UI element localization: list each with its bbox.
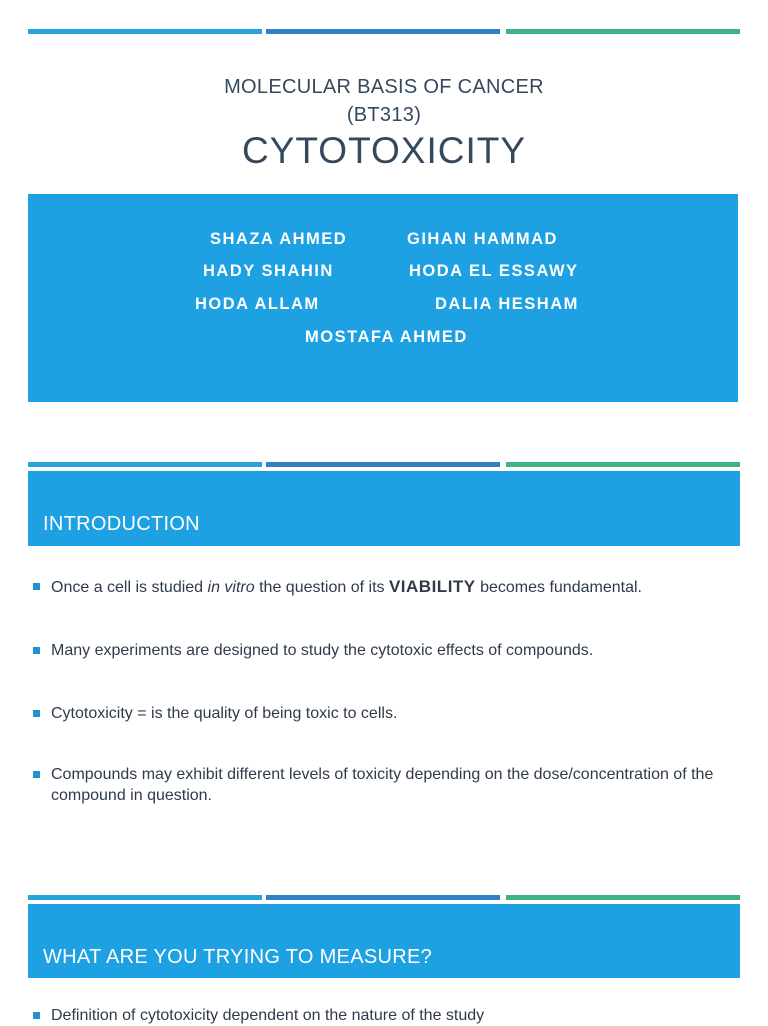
- author-name: DALIA HESHAM: [435, 295, 579, 313]
- course-name: MOLECULAR BASIS OF CANCER: [224, 76, 544, 98]
- stripe-mid: [266, 462, 500, 467]
- stripe-green: [506, 895, 740, 900]
- author-name: GIHAN HAMMAD: [407, 230, 558, 248]
- author-name: HODA EL ESSAWY: [409, 262, 579, 280]
- list-item: Cytotoxicity = is the quality of being toxic to cells.: [33, 703, 743, 724]
- measure-heading-bar: [28, 904, 740, 978]
- course-code: (BT313): [346, 104, 422, 126]
- bullet-square-icon: [33, 771, 40, 778]
- stripe-light: [28, 462, 262, 467]
- list-item: Many experiments are designed to study the cytotoxic effects of compounds.: [33, 640, 743, 661]
- stripe-green: [506, 462, 740, 467]
- list-item: Definition of cytotoxicity dependent on the nature of the study: [33, 1005, 743, 1026]
- top-stripe-green: [506, 29, 740, 34]
- authors-box: [28, 194, 738, 402]
- bullet-square-icon: [33, 1012, 40, 1019]
- top-stripe-mid: [266, 29, 500, 34]
- bullet-square-icon: [33, 583, 40, 590]
- section-heading: INTRODUCTION: [43, 513, 200, 535]
- author-name: HODA ALLAM: [195, 295, 320, 313]
- list-item: Compounds may exhibit different levels of toxicity depending on the dose/concentration of the compound in question.: [33, 764, 743, 806]
- bullet-square-icon: [33, 710, 40, 717]
- page-title: CYTOTOXICITY: [241, 130, 527, 171]
- stripe-light: [28, 895, 262, 900]
- top-stripe-light: [28, 29, 262, 34]
- section-heading: WHAT ARE YOU TRYING TO MEASURE?: [43, 946, 433, 968]
- list-item: Once a cell is studied in vitro the question of its VIABILITY becomes fundamental.: [33, 576, 743, 598]
- author-name: SHAZA AHMED: [210, 230, 348, 248]
- stripe-mid: [266, 895, 500, 900]
- author-name: HADY SHAHIN: [203, 262, 334, 280]
- author-name: MOSTAFA AHMED: [305, 328, 468, 346]
- bullet-square-icon: [33, 647, 40, 654]
- intro-heading-bar: [28, 471, 740, 546]
